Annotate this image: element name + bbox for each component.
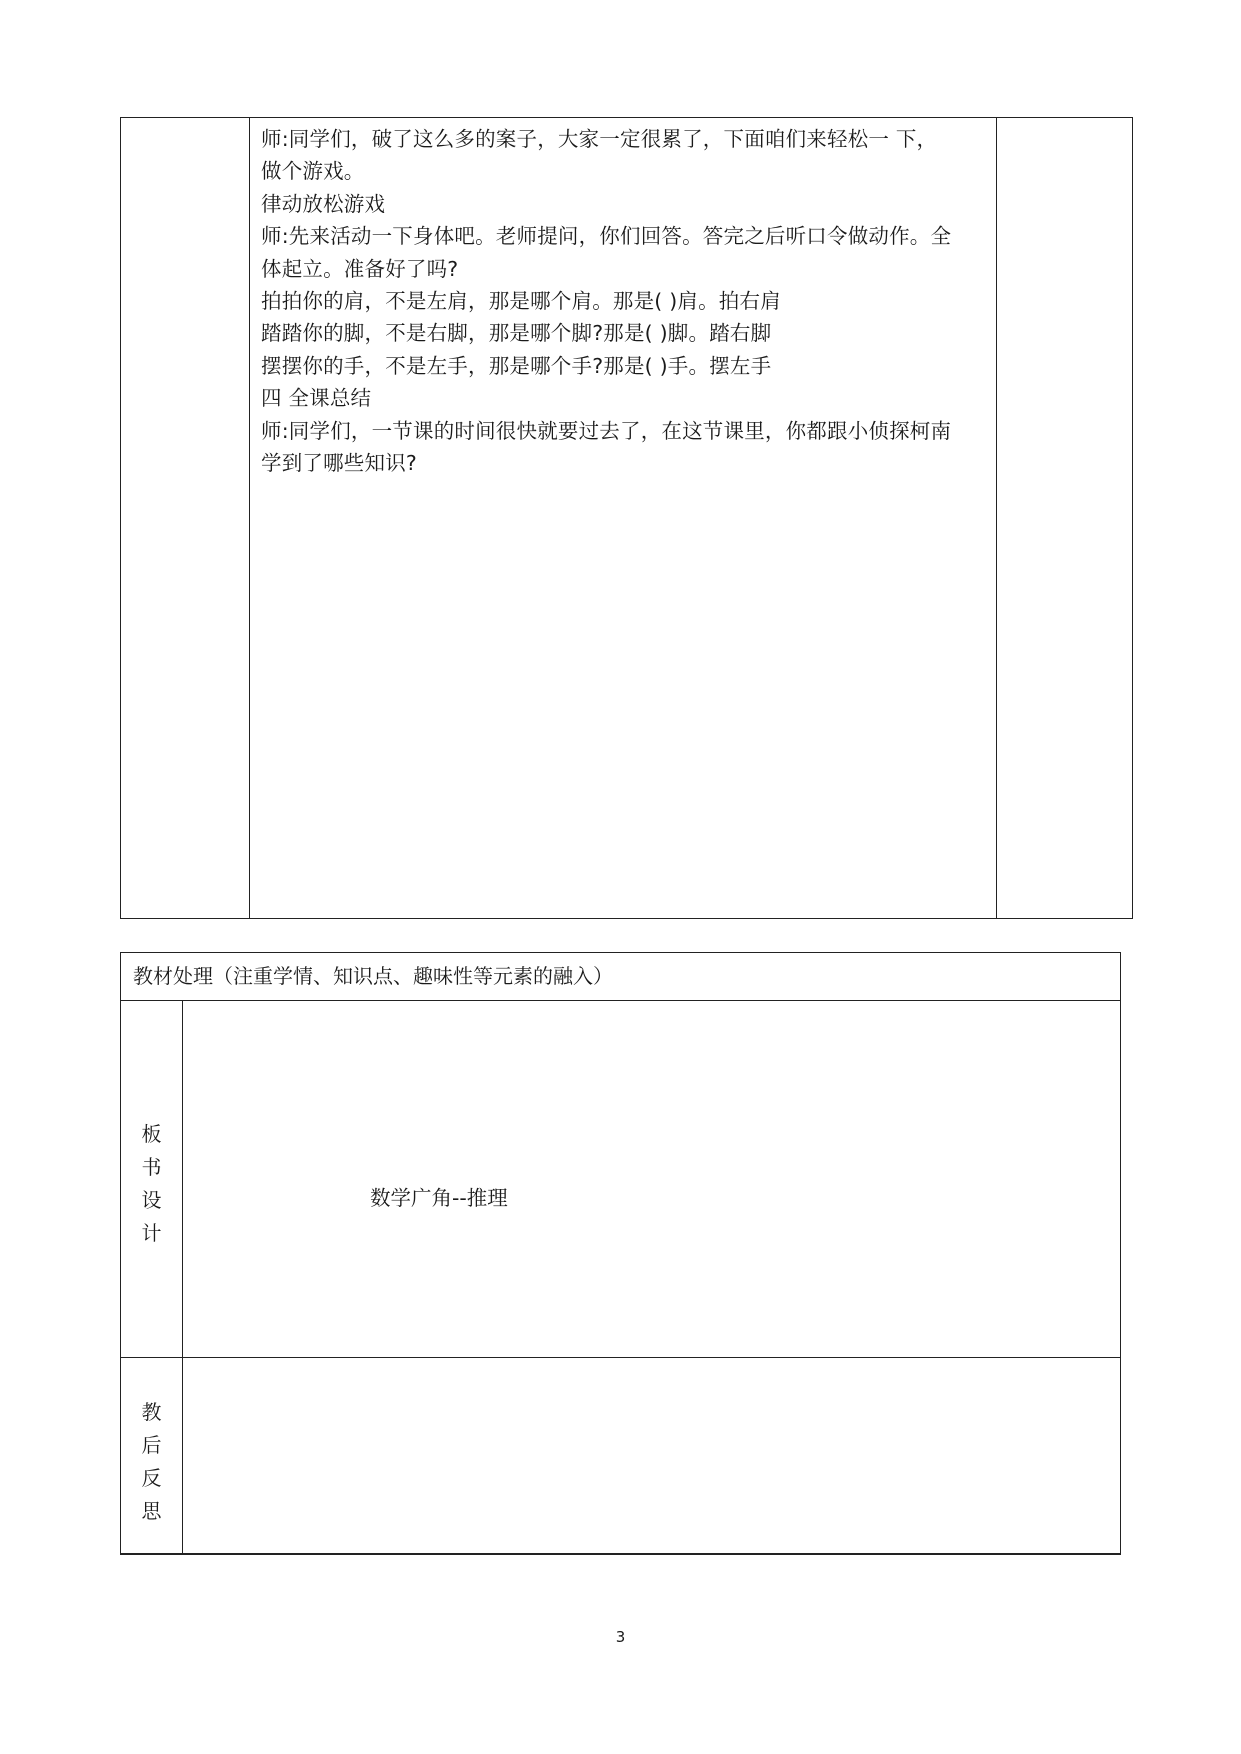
lesson-line: 踏踏你的脚，不是右脚，那是哪个脚?那是( )脚。踏右脚 — [261, 321, 772, 346]
page-number: 3 — [615, 1628, 626, 1646]
label-char: 反 — [141, 1466, 162, 1490]
lesson-line: 律动放松游戏 — [261, 191, 386, 216]
lesson-table — [120, 117, 1133, 919]
label-char: 设 — [141, 1188, 162, 1212]
label-char: 思 — [141, 1499, 162, 1523]
board-design-row — [121, 1001, 1120, 1358]
reflection-label — [121, 1358, 183, 1553]
label-char: 计 — [141, 1221, 162, 1245]
label-char: 后 — [141, 1433, 162, 1457]
lesson-line: 拍拍你的肩，不是左肩，那是哪个肩。那是( )肩。拍右肩 — [261, 289, 781, 314]
label-char: 教 — [141, 1400, 162, 1424]
lesson-line: 师:同学们，破了这么多的案子，大家一定很累了，下面咱们来轻松一 下， — [261, 127, 938, 151]
board-design-label — [121, 1001, 183, 1357]
lesson-line: 师:先来活动一下身体吧。老师提问，你们回答。答完之后听口令做动作。全 — [261, 224, 952, 249]
board-design-content — [183, 1001, 1120, 1357]
design-table — [120, 952, 1121, 1555]
reflection-content — [183, 1358, 1120, 1553]
materials-header: 教材处理（注重学情、知识点、趣味性等元素的融入） — [121, 953, 1120, 1001]
label-char: 板 — [141, 1122, 162, 1146]
lesson-line: 四 全课总结 — [261, 386, 372, 411]
lesson-line: 学到了哪些知识? — [261, 451, 417, 476]
lesson-notes-cell — [997, 118, 1132, 918]
board-design-text: 数学广角--推理 — [370, 1186, 508, 1210]
lesson-line: 师:同学们，一节课的时间很快就要过去了，在这节课里，你都跟小侦探柯南 — [261, 418, 952, 443]
lesson-line: 体起立。准备好了吗? — [261, 256, 459, 281]
reflection-row — [121, 1358, 1120, 1553]
lesson-line: 做个游戏。 — [261, 159, 365, 184]
label-char: 书 — [141, 1155, 162, 1179]
lesson-content-cell — [250, 118, 997, 918]
lesson-line: 摆摆你的手，不是左手，那是哪个手?那是( )手。摆左手 — [261, 353, 772, 378]
lesson-stage-cell — [121, 118, 250, 918]
